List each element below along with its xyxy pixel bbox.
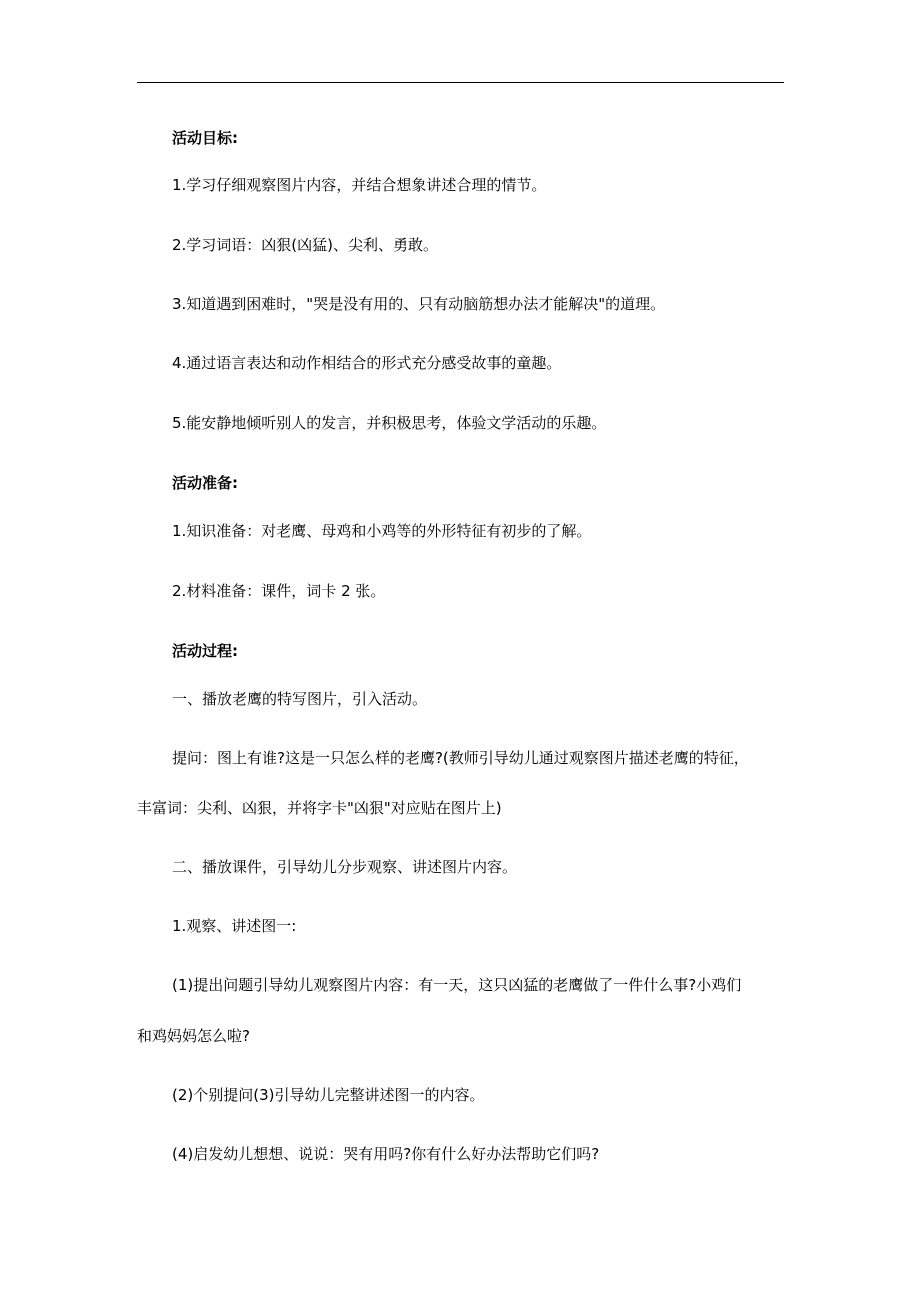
goal-item-4: 4.通过语言表达和动作相结合的形式充分感受故事的童趣。 [172,354,562,372]
process-item-2-continued: 丰富词：尖利、凶狠，并将字卡"凶狠"对应贴在图片上) [137,799,502,817]
process-item-5-continued: 和鸡妈妈怎么啦? [137,1027,250,1045]
preparation-item-2: 2.材料准备：课件，词卡 2 张。 [172,582,386,600]
goal-item-1: 1.学习仔细观察图片内容，并结合想象讲述合理的情节。 [172,176,547,194]
process-item-7: (4)启发幼儿想想、说说：哭有用吗?你有什么好办法帮助它们吗? [172,1145,600,1163]
process-item-5: (1)提出问题引导幼儿观察图片内容：有一天，这只凶猛的老鹰做了一件什么事?小鸡们 [172,976,742,994]
process-item-3: 二、播放课件，引导幼儿分步观察、讲述图片内容。 [172,858,518,876]
goal-item-3: 3.知道遇到困难时，"哭是没有用的、只有动脑筋想办法才能解决"的道理。 [172,295,666,313]
preparation-item-1: 1.知识准备：对老鹰、母鸡和小鸡等的外形特征有初步的了解。 [172,522,592,540]
goal-item-2: 2.学习词语：凶狠(凶猛)、尖利、勇敢。 [172,236,439,254]
header-divider [137,82,784,83]
process-item-4: 1.观察、讲述图一: [172,917,297,935]
section-heading-process: 活动过程: [172,642,238,660]
process-item-6: (2)个别提问(3)引导幼儿完整讲述图一的内容。 [172,1086,485,1104]
section-heading-preparation: 活动准备: [172,474,238,492]
process-item-2: 提问：图上有谁?这是一只怎么样的老鹰?(教师引导幼儿通过观察图片描述老鹰的特征， [172,749,749,767]
process-item-1: 一、播放老鹰的特写图片，引入活动。 [172,690,428,708]
section-heading-goals: 活动目标: [172,129,238,147]
goal-item-5: 5.能安静地倾听别人的发言，并积极思考，体验文学活动的乐趣。 [172,414,607,432]
